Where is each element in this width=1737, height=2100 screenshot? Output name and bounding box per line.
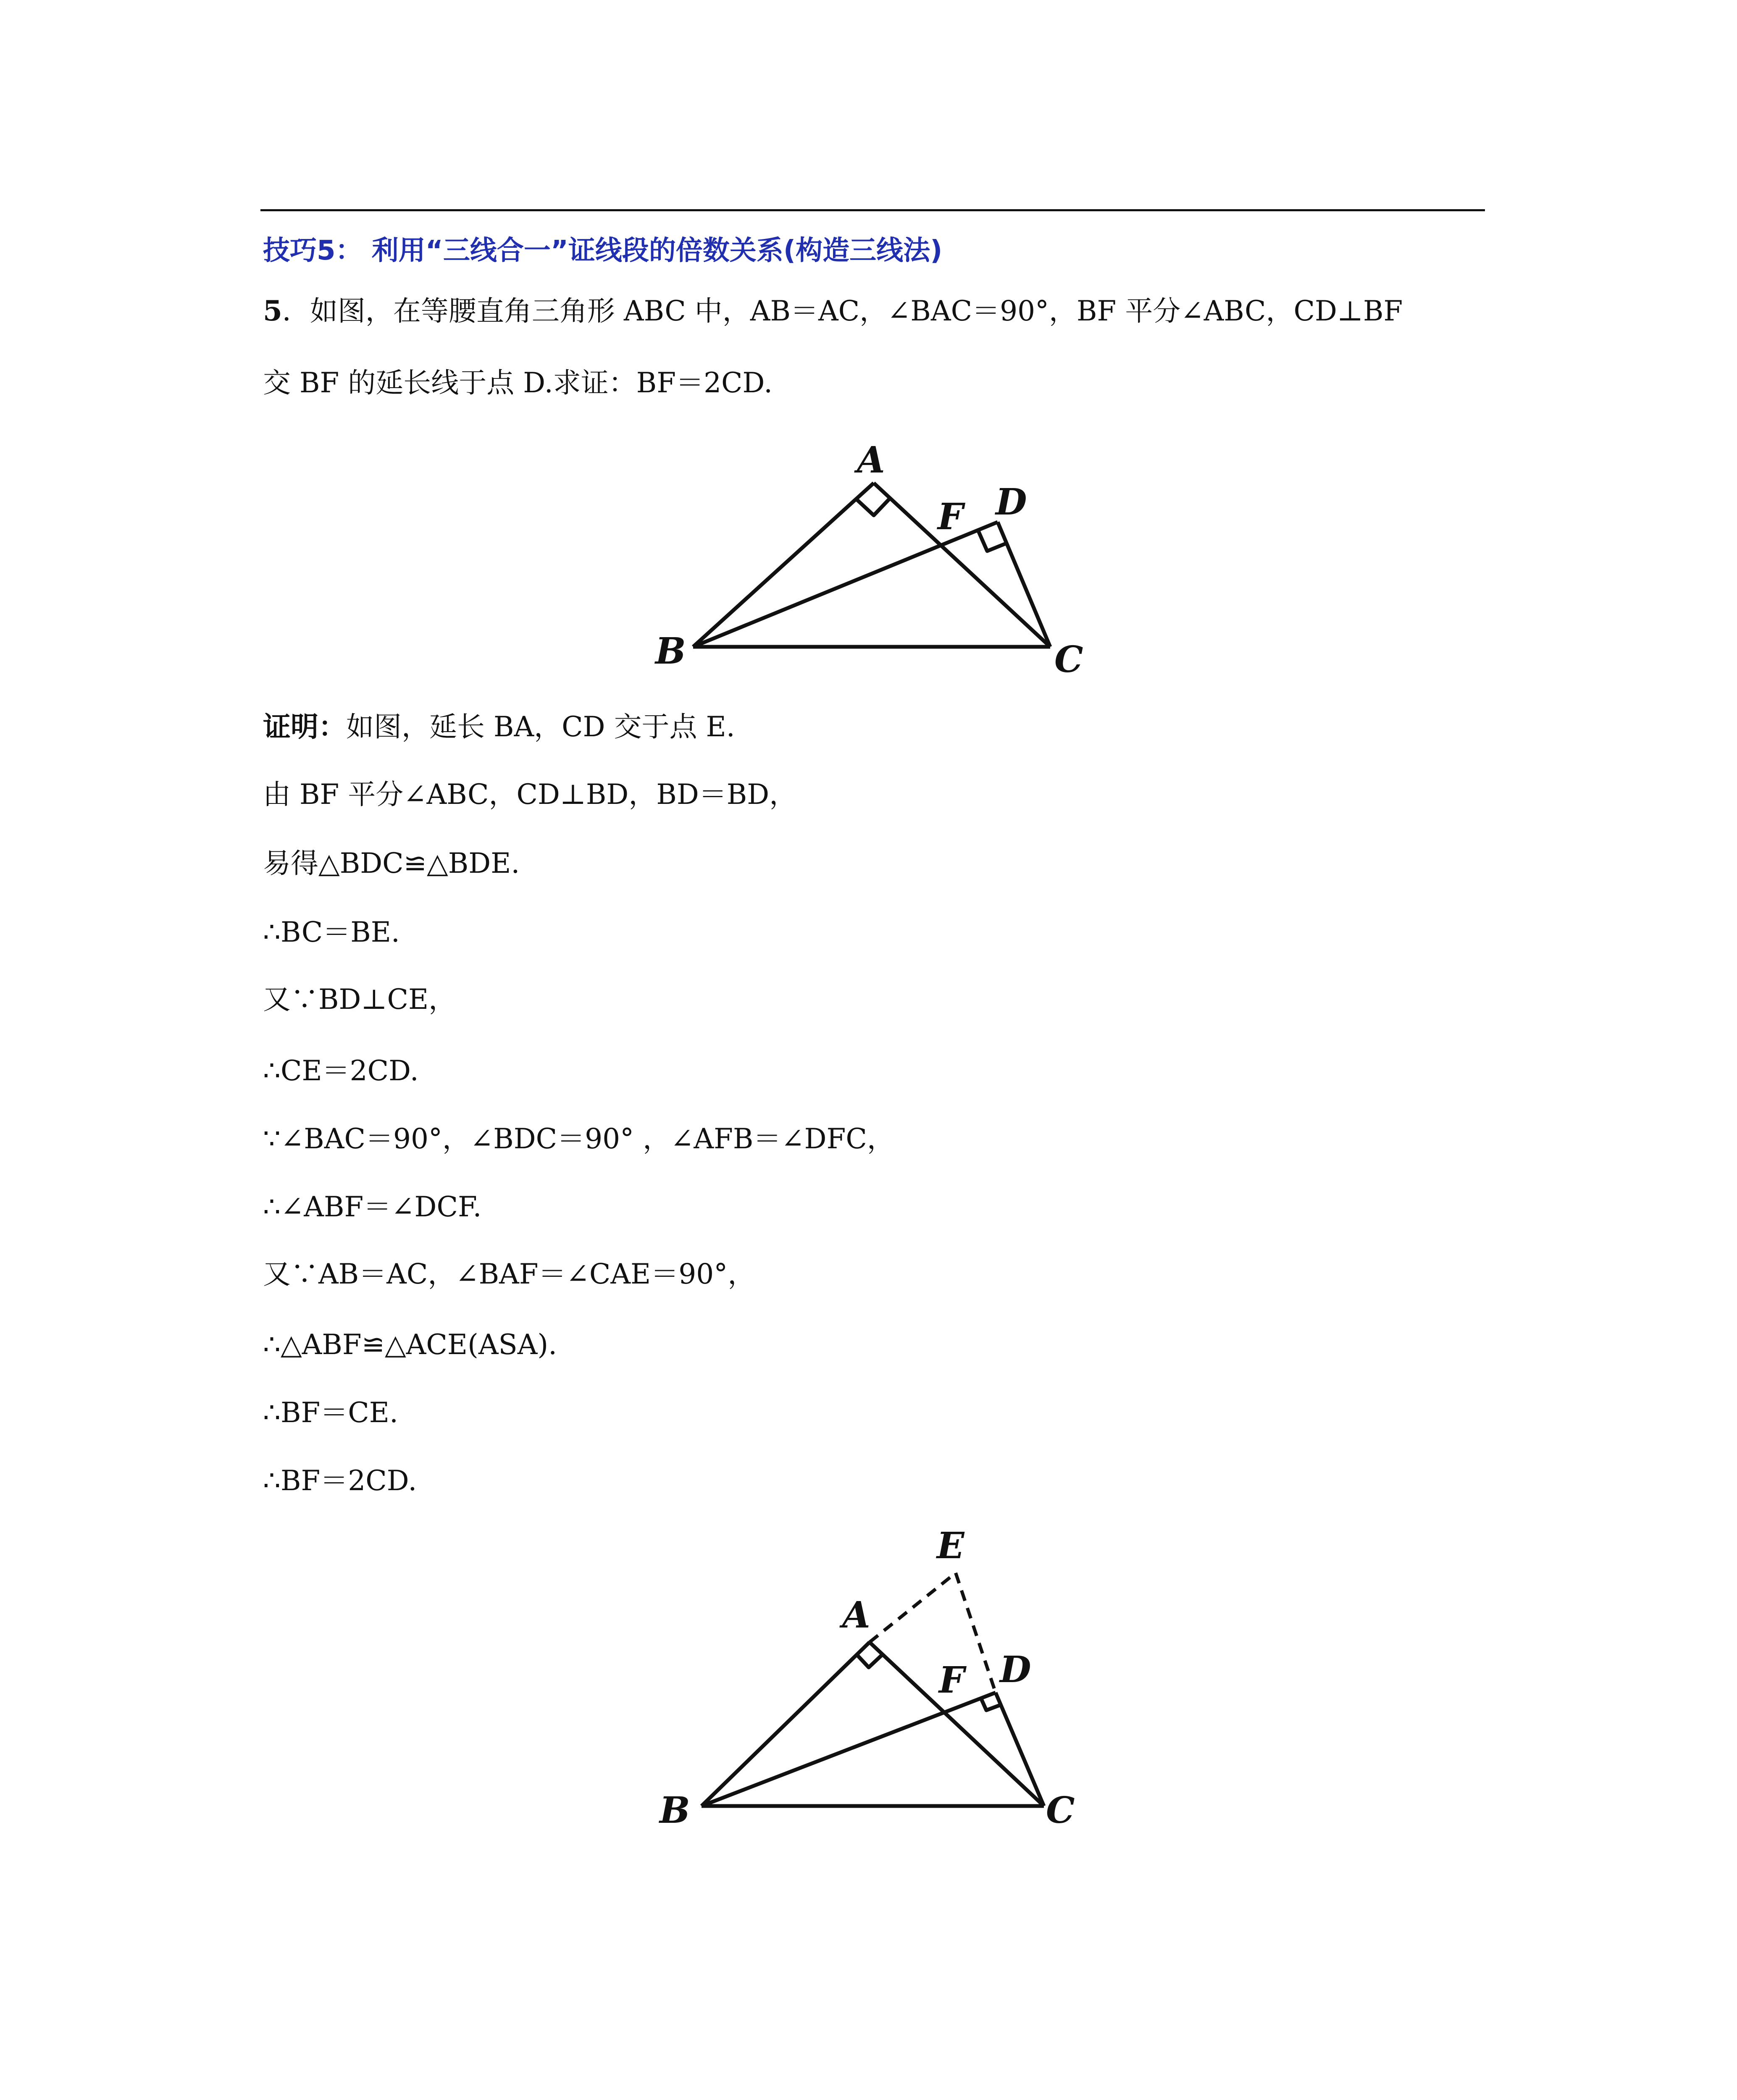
header-rule: [260, 209, 1485, 211]
proof-step: ∴BC＝BE.: [263, 916, 400, 948]
proof-step: ∵∠BAC＝90°，∠BDC＝90° ，∠AFB＝∠DFC，: [263, 1123, 895, 1155]
label-c: C: [1046, 1789, 1075, 1832]
label-e: E: [937, 1525, 964, 1567]
segment-ab: [702, 1642, 870, 1806]
label-d: D: [1000, 1648, 1031, 1691]
proof-step: 由 BF 平分∠ABC，CD⊥BD，BD＝BD，: [263, 778, 797, 811]
extension-ae: [870, 1573, 956, 1642]
proof-step: 又∵BD⊥CE，: [263, 983, 457, 1016]
figure-1: [630, 428, 1134, 689]
label-b: B: [655, 630, 686, 672]
right-angle-mark-a: [857, 1655, 882, 1667]
proof-step: ∴∠ABF＝∠DCF.: [263, 1191, 482, 1223]
label-c: C: [1054, 638, 1083, 681]
right-angle-mark-a: [856, 498, 890, 515]
proof-step: 又∵AB＝AC，∠BAF＝∠CAE＝90°，: [263, 1258, 756, 1290]
proof-line-0: [263, 710, 735, 744]
problem-text-1: ．如图，在等腰直角三角形 ABC 中，AB＝AC，∠BAC＝90°，BF 平分∠ABC，CD⊥BF: [282, 295, 1403, 327]
problem-number: 5: [263, 294, 282, 327]
proof-step: ∴BF＝2CD.: [263, 1465, 417, 1497]
figure-2: [630, 1516, 1134, 1835]
segment-ab: [693, 483, 874, 647]
label-a: A: [842, 1594, 870, 1636]
label-d: D: [996, 481, 1027, 523]
proof-step: 易得△BDC≌△BDE.: [263, 847, 520, 879]
section-title: 技巧5： 利用“三线合一”证线段的倍数关系(构造三线法): [263, 235, 943, 266]
problem-line-1: [263, 294, 1403, 328]
problem-line-2: 交 BF 的延长线于点 D.求证：BF＝2CD.: [263, 367, 773, 399]
segment-cd: [998, 522, 1050, 647]
label-f: F: [938, 496, 964, 538]
proof-step: ∴CE＝2CD.: [263, 1055, 419, 1087]
proof-first-line: 如图，延长 BA，CD 交于点 E.: [346, 711, 735, 743]
segment-bd: [693, 522, 998, 647]
segment-bd: [702, 1693, 996, 1806]
proof-step: ∴BF＝CE.: [263, 1396, 398, 1429]
segment-cd: [996, 1693, 1044, 1806]
proof-heading: 证明：: [263, 710, 346, 743]
proof-step: ∴△ABF≌△ACE(ASA).: [263, 1328, 557, 1361]
label-f: F: [939, 1659, 965, 1701]
label-b: B: [660, 1789, 690, 1832]
label-a: A: [857, 439, 885, 481]
